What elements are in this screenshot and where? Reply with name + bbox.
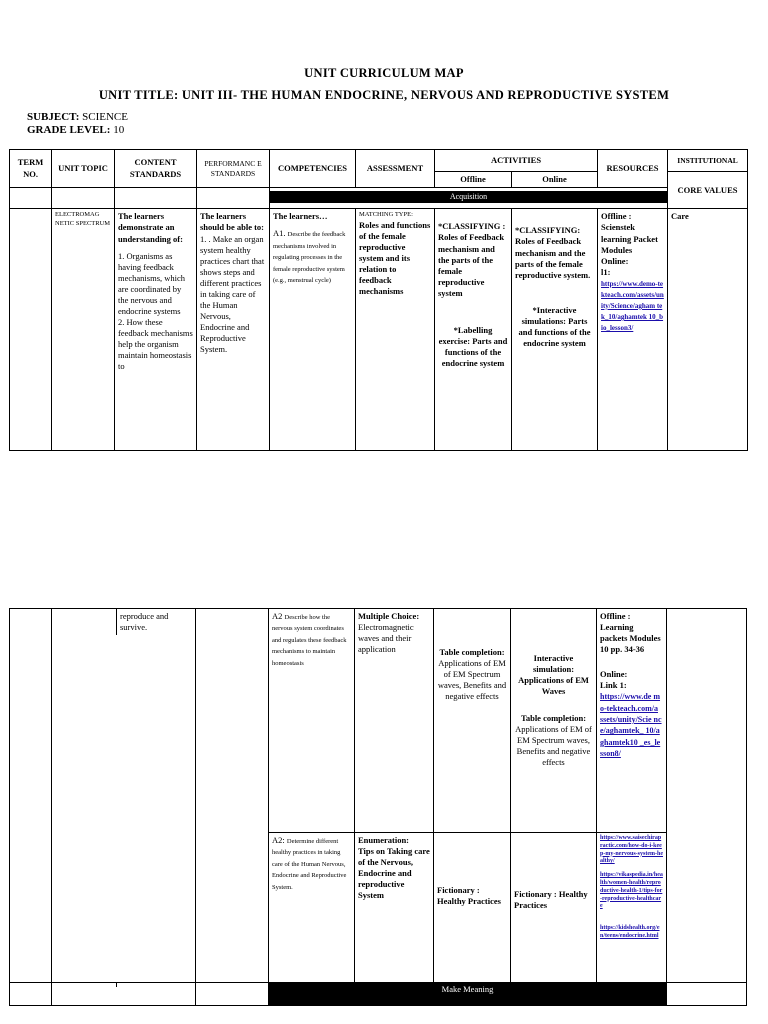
comp-code-3: A2: (272, 835, 285, 845)
online-title-2: Interactive simulation: Applications of EM Waves (518, 653, 589, 697)
unit-topic-cell: ELECTROMAG NETIC SPECTRUM (52, 209, 115, 451)
assessment-cell (356, 209, 435, 451)
header-offline: Offline (435, 172, 512, 188)
assess-body: Roles and functions of the female reproductive system and its relation to feedback mechanisms (359, 219, 431, 297)
subject-label: SUBJECT: (27, 111, 80, 123)
comp-code: A1. (273, 228, 286, 239)
header-term: TERM NO. (10, 150, 52, 188)
assess-body-3: Tips on Taking care of the Nervous, Endocrine and reproductive System (358, 846, 430, 901)
competencies-cell (270, 209, 356, 451)
offline-body-2: Applications of EM of EM Spectrum waves, Benefits and negative effects (437, 658, 507, 702)
competencies-cell-2 (269, 609, 355, 833)
header-assessment: ASSESSMENT (356, 150, 435, 188)
subject-line (27, 111, 128, 123)
res-online-2: Online: (600, 669, 628, 680)
offline-2: *Labelling exercise: Parts and functions of the endocrine system (438, 324, 508, 368)
content-standards-cell (115, 209, 197, 451)
acquisition-cell (270, 188, 668, 209)
offline-cell-2 (434, 609, 511, 833)
topic-cell-2 (52, 609, 117, 635)
header-unit-topic: UNIT TOPIC (52, 150, 115, 188)
online-cell-2 (511, 609, 597, 833)
acquisition-bar: Acquisition (270, 191, 667, 203)
content-intro: The learners demonstrate an understanding of: (118, 211, 183, 244)
topic-cell-4 (52, 983, 196, 1006)
resource-link-1[interactable]: https://www.demo-tekteach.com/assets/unity/Science/agham tek_10/aghamtek 10_bio_lesson3/ (601, 279, 664, 333)
header-competencies: COMPETENCIES (270, 150, 356, 188)
assessment-cell-3 (355, 833, 434, 983)
competencies-cell-3 (269, 833, 355, 983)
header-institutional: INSTITUTIONAL (668, 150, 748, 172)
online-body-2: Applications of EM of EM Spectrum waves, Benefits and negative effects (515, 724, 592, 768)
header-online: Online (512, 172, 598, 188)
assess-type: MATCHING TYPE: (359, 211, 413, 219)
resources-cell-2 (597, 609, 667, 833)
grade-value: 10 (113, 124, 125, 136)
comp-body-3: Determine different healthy practices in taking care of the Human Nervous, Endocrine and Reproductive System. (272, 838, 347, 891)
header-core-values: CORE VALUES (668, 172, 748, 209)
assess-title-2: Multiple Choice: (358, 611, 420, 621)
header-activities: ACTIVITIES (435, 150, 598, 172)
resources-cell (598, 209, 668, 451)
header-resources: RESOURCES (598, 150, 668, 188)
comp-code-2: A2 (272, 611, 283, 621)
performance-intro: The learners should be able to: (200, 211, 264, 233)
res-online: Online: (601, 255, 629, 266)
resource-link-3a[interactable]: https://www.saisechirapractic.com/how-do-i-keep-my-nervous-system-healthy/ (600, 835, 663, 865)
res-offline-2: Offline : Learning packets Modules 10 pp. 34-36 (600, 611, 661, 655)
assess-title-3: Enumeration: (358, 835, 409, 845)
grade-line (27, 124, 124, 136)
resource-link-2[interactable]: https://www.de mo-tekteach.com/a ssets/unity/Scie nce/aghamtek_ 10/aghamtek10 _es_lesson8/ (600, 692, 662, 759)
term-cell-4 (10, 983, 52, 1006)
term-cell-2 (10, 609, 52, 983)
online-3: Fictionary : Healthy Practices (514, 889, 588, 911)
header-content-standards: CONTENT STANDARDS (115, 150, 197, 188)
curriculum-table-part1 (9, 149, 748, 451)
comp-body-2: Describe how the nervous system coordinates and regulates these feedback mechanisms to maintain homeostasis (272, 614, 347, 667)
offline-title-2: Table completion: (439, 647, 505, 657)
unit-title: UNIT TITLE: UNIT III- THE HUMAN ENDOCRINE, NERVOUS AND REPRODUCTIVE SYSTEM (98, 88, 670, 102)
offline-3: Fictionary : Healthy Practices (437, 885, 501, 907)
comp-intro: The learners… (273, 211, 328, 222)
term-cell (10, 209, 52, 451)
online-cell-3 (511, 833, 597, 983)
res-offline: Offline : Scienstek learning Packet Modules (601, 211, 658, 255)
performance-cell-4 (196, 983, 269, 1006)
online-title2-2: Table completion: (520, 713, 587, 724)
online-2: *Interactive simulations: Parts and functions of the endocrine system (518, 304, 591, 348)
page-title: UNIT CURRICULUM MAP (304, 66, 464, 80)
offline-1: *CLASSIFYING : Roles of Feedback mechanism and the parts of the female reproductive system (438, 221, 506, 298)
content-body: 1. Organisms as having feedback mechanisms, which are coordinated by the nervous and endocrine systems 2. How these feedback mechanisms help the organism maintain homeostasis to (118, 250, 193, 372)
subject-value: SCIENCE (82, 111, 128, 123)
online-activities-cell (512, 209, 598, 451)
content-continued: reproduce and survive. (120, 611, 169, 633)
grade-label: GRADE LEVEL: (27, 124, 111, 136)
res-l1-2: Link 1: (600, 680, 627, 691)
res-l1: l1: (601, 266, 611, 277)
make-meaning-bar: Make Meaning (269, 983, 667, 1006)
topic-content-cell-2 (52, 609, 196, 983)
curriculum-table-part2 (9, 608, 747, 1006)
core-values-cell-2 (667, 609, 747, 983)
offline-activities-cell (435, 209, 512, 451)
core-values-cell: Care (668, 209, 748, 451)
online-1: *CLASSIFYING: Roles of Feedback mechanism and the parts of the female reproductive system. (515, 225, 591, 280)
performance-standards-cell (197, 209, 270, 451)
core-values-cell-4 (667, 983, 747, 1006)
performance-cell-2 (196, 609, 269, 983)
assess-body-2: Electromagnetic waves and their application (358, 622, 414, 655)
assessment-cell-2 (355, 609, 434, 833)
performance-body: 1. . Make an organ system healthy practices chart that shows steps and different practices in taking care of the Human Nervous, Endocrine and Reproductive System. (200, 233, 265, 354)
resource-link-3b[interactable]: https://vikaspedia.in/health/women-health/reproductive-health-1/tips-for-reproductive-healthcare (600, 872, 663, 910)
comp-body: Describe the feedback mechanisms involved in regulating processes in the female reproductive system (e.g., menstrual cycle) (273, 231, 346, 285)
offline-cell-3 (434, 833, 511, 983)
header-performance-standards: PERFORMANC E STANDARDS (197, 150, 270, 188)
resources-cell-3 (597, 833, 667, 983)
resource-link-3c[interactable]: https://kidshealth.org/en/teens/endocrine.html (600, 925, 660, 939)
